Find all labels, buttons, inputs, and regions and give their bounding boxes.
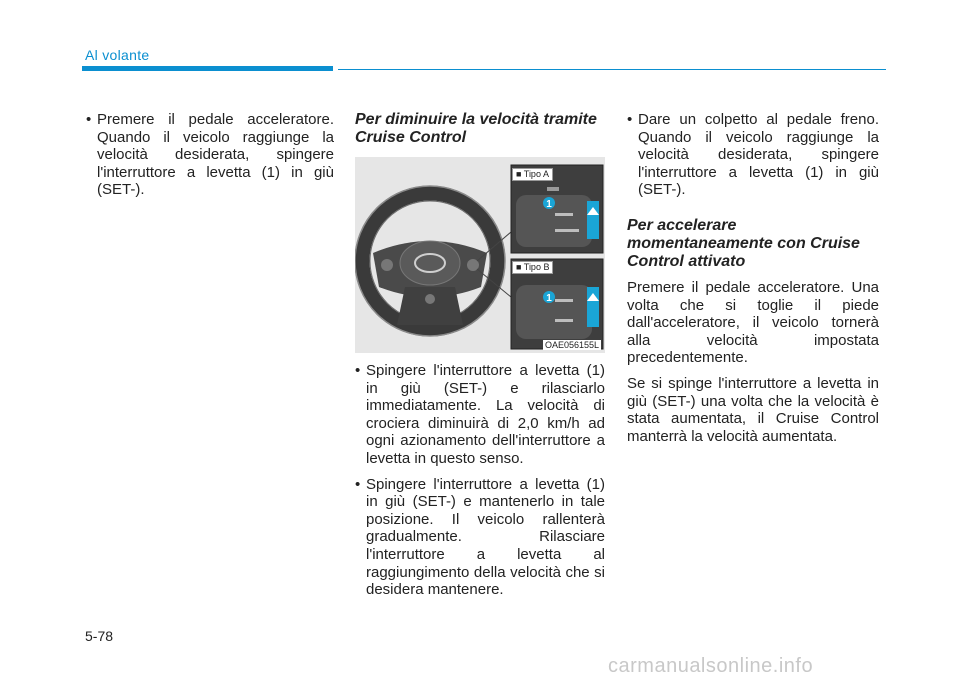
bullet-icon: • bbox=[627, 111, 633, 128]
bullet-text: Dare un colpetto al pedale freno. Quando il veicolo raggiunge la velocità desiderata, spingere l'interruttore a levetta (1) in giù (SET-). bbox=[638, 111, 879, 199]
steering-wheel-figure bbox=[355, 157, 605, 353]
bullet-item bbox=[627, 111, 879, 199]
page-number: 5-78 bbox=[85, 628, 114, 644]
section-heading: Per accelerare momentaneamente con Cruise Control attivato bbox=[627, 216, 860, 270]
steering-wheel-illustration bbox=[355, 157, 605, 353]
header-title: Al volante bbox=[85, 47, 150, 63]
tipo-b-label: ■ Tipo B bbox=[512, 261, 553, 274]
paragraph: Premere il pedale acceleratore. Una volta che si toglie il piede dall'acceleratore, il veicolo tornerà alla velocità impostata precedentemente. bbox=[627, 278, 879, 367]
bullet-text: Spingere l'interruttore a levetta (1) in giù (SET-) e mantenerlo in tale posizione. Il veicolo rallenterà gradualmente. Rilasciare l'interruttore a levetta al raggiungimento della velocità che si desidera mantenere. bbox=[366, 475, 605, 599]
bullet-item bbox=[355, 476, 605, 599]
header-accent-bar bbox=[82, 66, 333, 71]
paragraph: Se si spinge l'interruttore a levetta in giù (SET-) una volta che la velocità è stata aumentata, il Cruise Control manterrà la velocità aumentata. bbox=[627, 374, 879, 445]
figure-code: OAE056155L bbox=[545, 340, 600, 350]
bullet-icon: • bbox=[355, 475, 361, 493]
header-rule bbox=[338, 69, 886, 70]
bullet-item bbox=[86, 111, 334, 199]
tipo-a-label: ■ Tipo A bbox=[512, 168, 553, 181]
bullet-text: Spingere l'interruttore a levetta (1) in giù (SET-) e rilasciarlo immediatamente. La velocità di crociera diminuirà di 2,0 km/h ad ogni azionamento dell'interruttore a levetta in questo senso. bbox=[366, 362, 605, 467]
bullet-item bbox=[355, 362, 605, 468]
callout-marker-a: 1 bbox=[546, 199, 552, 210]
column-middle-bullets bbox=[355, 362, 605, 607]
bullet-icon: • bbox=[86, 111, 92, 128]
column-left bbox=[86, 111, 334, 207]
column-middle bbox=[355, 111, 605, 157]
bullet-icon: • bbox=[355, 362, 361, 379]
callout-marker-b: 1 bbox=[546, 293, 552, 304]
bullet-text: Premere il pedale acceleratore. Quando il veicolo raggiunge la velocità desiderata, spingere l'interruttore a levetta (1) in giù (SET-). bbox=[97, 111, 334, 199]
watermark: carmanualsonline.info bbox=[608, 655, 814, 677]
column-right bbox=[627, 111, 879, 453]
section-heading: Per diminuire la velocità tramite Cruise Control bbox=[355, 111, 597, 146]
